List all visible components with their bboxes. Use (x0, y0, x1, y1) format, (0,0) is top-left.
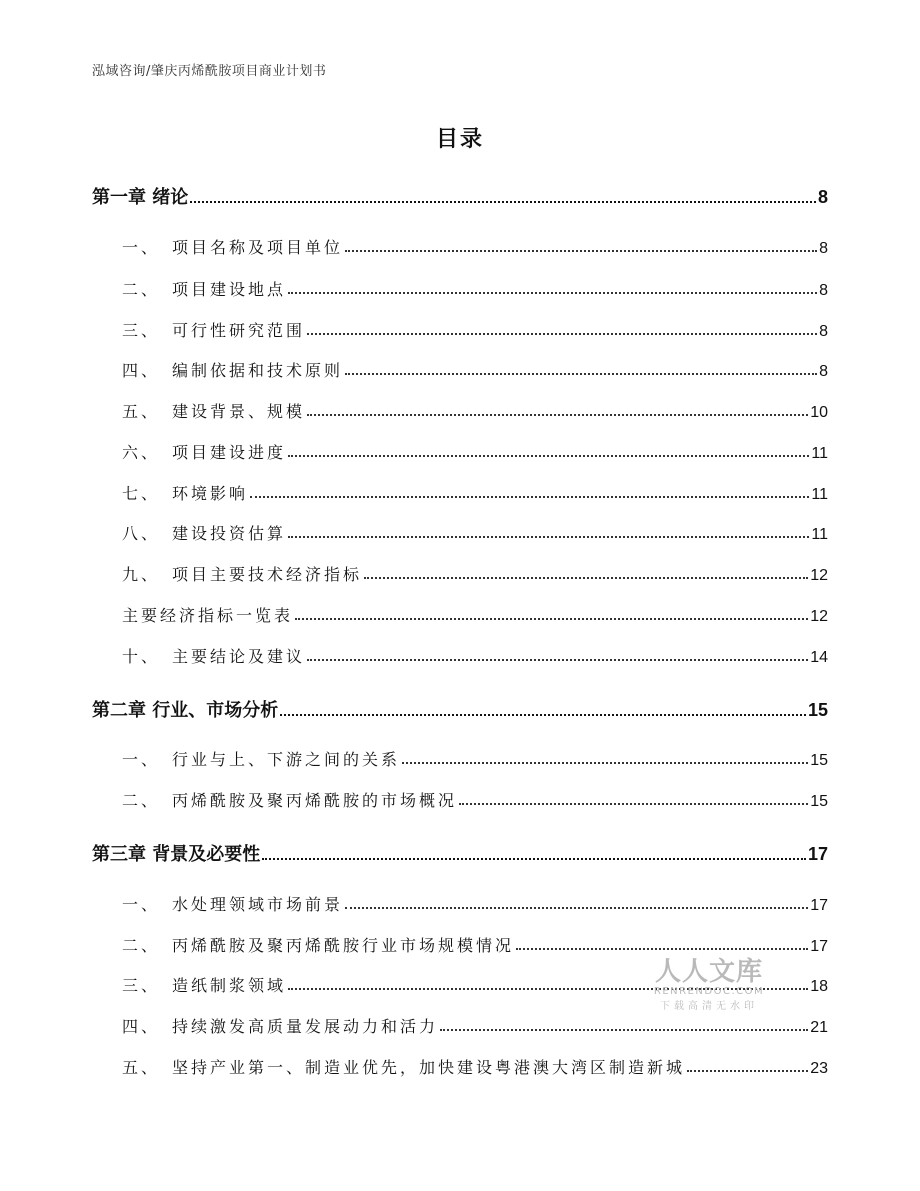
toc-section-entry[interactable] (122, 1055, 828, 1078)
toc-entry-title: 可行性研究范围 (172, 321, 306, 340)
toc-entry-number: 二、 (122, 791, 161, 810)
toc-section-entry[interactable] (122, 933, 828, 956)
toc-leader-dots (307, 414, 808, 416)
toc-entry-number: 六、 (122, 443, 161, 462)
toc-entry-label (92, 183, 188, 209)
toc-entry-number: 八、 (122, 524, 161, 543)
toc-page-number: 15 (810, 752, 828, 769)
toc-entry-title: 造纸制浆领域 (172, 976, 287, 995)
toc-entry-title: 建设投资估算 (172, 524, 287, 543)
toc-page-number: 17 (807, 844, 828, 864)
toc-section-entry[interactable] (122, 481, 828, 504)
toc-entry-label (122, 747, 400, 770)
toc-entry-number: 二、 (122, 936, 161, 955)
toc-entry-label (122, 1014, 438, 1037)
toc-entry-label (122, 1055, 685, 1078)
toc-entry-label (92, 840, 260, 866)
toc-page-number: 17 (810, 897, 828, 914)
toc-leader-dots (190, 201, 816, 203)
watermark-logo (648, 958, 770, 1012)
toc-entry-number: 五、 (122, 1058, 161, 1077)
toc-section-entry[interactable] (122, 440, 828, 463)
toc-page-number: 11 (811, 486, 828, 503)
toc-entry-number: 二、 (122, 280, 161, 299)
toc-entry-title: 编制依据和技术原则 (172, 361, 344, 380)
toc-page-number: 12 (810, 567, 828, 584)
toc-section-entry[interactable] (122, 747, 828, 770)
toc-entry-title: 主要结论及建议 (172, 647, 306, 666)
toc-leader-dots (345, 373, 817, 375)
toc-leader-dots (459, 803, 808, 805)
toc-section-entry[interactable] (122, 562, 828, 585)
toc-section-entry[interactable] (122, 1014, 828, 1037)
document-header: 泓域咨询/肇庆丙烯酰胺项目商业计划书 (92, 64, 327, 79)
toc-entry-label (122, 277, 286, 300)
toc-entry-number: 一、 (122, 895, 161, 914)
toc-entry-label (122, 358, 343, 381)
toc-page-number: 11 (811, 445, 828, 462)
toc-entry-title: 坚持产业第一、制造业优先，加快建设粤港澳大湾区制造新城 (172, 1058, 686, 1077)
toc-leader-dots (280, 714, 806, 716)
toc-entry-title: 丙烯酰胺及聚丙烯酰胺的市场概况 (172, 791, 458, 810)
toc-leader-dots (307, 659, 808, 661)
toc-leader-dots (295, 618, 808, 620)
toc-chapter-entry[interactable] (92, 183, 828, 209)
toc-chapter-entry[interactable] (92, 696, 828, 722)
toc-entry-label (122, 399, 305, 422)
toc-entry-label (122, 788, 457, 811)
watermark-main-text: 人人文库 (654, 957, 763, 987)
toc-entry-title: 项目建设进度 (172, 443, 287, 462)
toc-entry-title: 项目主要技术经济指标 (172, 565, 363, 584)
toc-entry-number: 一、 (122, 750, 161, 769)
toc-entry-label (122, 933, 514, 956)
toc-entry-title: 水处理领域市场前景 (172, 895, 344, 914)
toc-leader-dots (262, 858, 806, 860)
toc-leader-dots (288, 292, 817, 294)
toc-entry-title: 项目名称及项目单位 (172, 238, 344, 257)
toc-section-entry[interactable] (122, 521, 828, 544)
toc-section-entry[interactable] (122, 358, 828, 381)
toc-entry-label (122, 440, 286, 463)
toc-section-entry[interactable] (122, 644, 828, 667)
toc-section-entry[interactable] (122, 399, 828, 422)
toc-entry-number: 五、 (122, 402, 161, 421)
toc-entry-title: 第三章 背景及必要性 (92, 844, 261, 865)
toc-page-number: 18 (810, 978, 828, 995)
watermark-subtitle: 下载高清无水印 (660, 1001, 758, 1012)
toc-entry-number: 四、 (122, 1017, 161, 1036)
toc-leader-dots (440, 1029, 808, 1031)
toc-entry-number: 三、 (122, 976, 161, 995)
toc-entry-label (122, 644, 305, 667)
toc-leader-dots (364, 577, 808, 579)
toc-entry-label (122, 235, 343, 258)
toc-section-entry[interactable] (122, 235, 828, 258)
toc-entry-title: 第二章 行业、市场分析 (92, 700, 279, 721)
toc-entry-number: 十、 (122, 647, 161, 666)
toc-page-number: 8 (819, 240, 828, 257)
toc-entry-label (122, 521, 286, 544)
toc-leader-dots (307, 333, 817, 335)
toc-section-entry[interactable] (122, 603, 828, 626)
toc-entry-title: 行业与上、下游之间的关系 (172, 750, 401, 769)
toc-entry-number: 七、 (122, 484, 161, 503)
toc-page-number: 8 (817, 187, 828, 207)
toc-entry-title: 丙烯酰胺及聚丙烯酰胺行业市场规模情况 (172, 936, 515, 955)
toc-entry-number: 一、 (122, 238, 161, 257)
toc-entry-title: 主要经济指标一览表 (122, 606, 294, 625)
toc-entry-number: 四、 (122, 361, 161, 380)
toc-entry-label (122, 973, 286, 996)
toc-entry-title: 持续激发高质量发展动力和活力 (172, 1017, 439, 1036)
toc-entry-title: 环境影响 (172, 484, 249, 503)
toc-page-number: 8 (819, 323, 828, 340)
toc-page-number: 14 (810, 649, 828, 666)
toc-section-entry[interactable] (122, 277, 828, 300)
page-title: 目录 (435, 127, 484, 152)
toc-page-number: 8 (819, 363, 828, 380)
toc-chapter-entry[interactable] (92, 840, 828, 866)
watermark-url: RENRENDOC.COM (653, 986, 765, 997)
toc-page-number: 15 (810, 793, 828, 810)
toc-page-number: 8 (819, 282, 828, 299)
toc-page-number: 10 (810, 404, 828, 421)
toc-entry-label (92, 696, 278, 722)
toc-page-number: 17 (810, 938, 828, 955)
toc-section-entry[interactable] (122, 892, 828, 915)
toc-leader-dots (288, 455, 809, 457)
toc-leader-dots (288, 536, 809, 538)
toc-page-number: 21 (810, 1019, 828, 1036)
toc-entry-label (122, 481, 248, 504)
toc-page-number: 15 (807, 700, 828, 720)
toc-entry-label (122, 562, 362, 585)
toc-page-number: 12 (810, 608, 828, 625)
toc-entry-label (122, 603, 293, 626)
toc-leader-dots (516, 948, 808, 950)
toc-page-number: 23 (810, 1060, 828, 1077)
toc-leader-dots (345, 250, 817, 252)
toc-entry-number: 九、 (122, 565, 161, 584)
toc-leader-dots (250, 496, 809, 498)
toc-page-number: 11 (811, 526, 828, 543)
toc-section-entry[interactable] (122, 318, 828, 341)
toc-leader-dots (687, 1070, 808, 1072)
toc-entry-number: 三、 (122, 321, 161, 340)
toc-section-entry[interactable] (122, 788, 828, 811)
toc-leader-dots (402, 762, 808, 764)
toc-entry-title: 建设背景、规模 (172, 402, 306, 421)
toc-leader-dots (345, 907, 808, 909)
toc-entry-label (122, 318, 305, 341)
toc-entry-label (122, 892, 343, 915)
toc-entry-title: 第一章 绪论 (92, 187, 189, 208)
toc-entry-title: 项目建设地点 (172, 280, 287, 299)
